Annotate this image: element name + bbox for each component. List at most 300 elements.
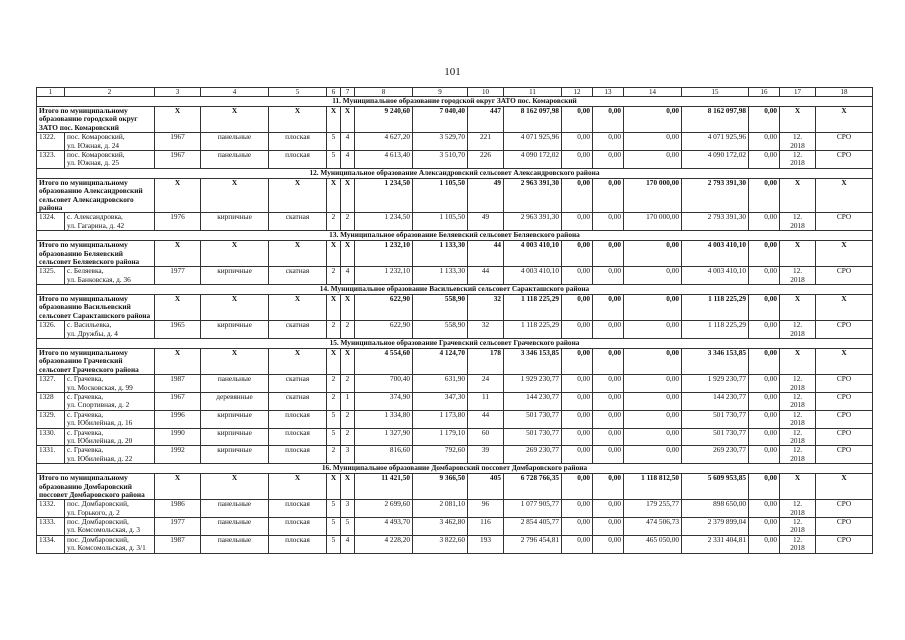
- cost-col16: 0,00: [749, 321, 780, 339]
- address-street: ул. Комсомольская, д. 3: [67, 525, 141, 535]
- section-title-row: [37, 231, 873, 241]
- cost-col16: 0,00: [749, 410, 780, 428]
- living-area: 2 081,10: [413, 500, 468, 518]
- cost-col15: 501 730,77: [682, 410, 749, 428]
- total-area: 2 699,60: [355, 500, 413, 518]
- living-area: 1 173,80: [413, 410, 468, 428]
- deadline-month: 12.: [792, 428, 803, 437]
- total-c16: 0,00: [749, 474, 780, 500]
- deadline-year: 2018: [790, 274, 805, 284]
- total-c4: X: [201, 474, 269, 500]
- page-number: 101: [444, 66, 461, 78]
- deadline-year: 2018: [790, 400, 805, 410]
- house-row: [37, 410, 873, 428]
- section-title: 14. Муниципальное образование Васильевский сельсовет Саракташского района: [37, 285, 873, 295]
- total-name: Итого по муниципальному образованию городской округ ЗАТО пос. Комаровский: [37, 107, 155, 133]
- total-c5: X: [269, 107, 327, 133]
- section-total-row: [37, 295, 873, 321]
- living-area: 558,90: [413, 321, 468, 339]
- roof-type: плоская: [269, 151, 327, 169]
- entrances: 2: [341, 321, 355, 339]
- wall-material: панельные: [201, 151, 269, 169]
- section-title: 11. Муниципальное образование городской округ ЗАТО пос. Комаровский: [37, 97, 873, 107]
- total-c12: 0,00: [562, 107, 593, 133]
- roof-type: плоская: [269, 535, 327, 553]
- wall-material: деревянные: [201, 392, 269, 410]
- living-area: 1 133,30: [413, 267, 468, 285]
- wall-material: панельные: [201, 375, 269, 393]
- build-year: 1990: [155, 428, 201, 446]
- entrances: 4: [341, 133, 355, 151]
- total-area: 374,90: [355, 392, 413, 410]
- total-c7: X: [341, 295, 355, 321]
- row-number: 1333.: [37, 518, 65, 536]
- address-locality: пос. Комаровский,: [67, 150, 125, 159]
- total-c16: 0,00: [749, 107, 780, 133]
- total-c16: 0,00: [749, 295, 780, 321]
- floors: 5: [327, 535, 341, 553]
- deadline-year: 2018: [790, 525, 805, 535]
- deadline-month: 12.: [792, 212, 803, 222]
- cost-col12: 0,00: [562, 518, 593, 536]
- total-area: 4 228,20: [355, 535, 413, 553]
- total-c11: 3 346 153,85: [504, 349, 562, 375]
- cost-col13: 0,00: [593, 151, 624, 169]
- cost-col16: 0,00: [749, 500, 780, 518]
- wall-material: кирпичные: [201, 213, 269, 231]
- total-c11: 8 162 097,98: [504, 107, 562, 133]
- cost-col16: 0,00: [749, 151, 780, 169]
- section-title-row: [37, 285, 873, 295]
- entrances: 1: [341, 392, 355, 410]
- cost-col13: 0,00: [593, 535, 624, 553]
- entrances: 4: [341, 535, 355, 553]
- repair-method: СРО: [816, 428, 873, 446]
- house-address: [65, 410, 155, 428]
- living-area: 1 105,50: [413, 213, 468, 231]
- address-street: ул. Комсомольская, д. 3/1: [67, 543, 146, 553]
- column-number: 7: [341, 88, 355, 97]
- cost-col14: 0,00: [624, 410, 682, 428]
- repair-cost-total: 2 796 454,81: [504, 535, 562, 553]
- wall-material: кирпичные: [201, 446, 269, 464]
- house-address: [65, 446, 155, 464]
- house-address: [65, 392, 155, 410]
- repair-deadline: [780, 392, 816, 410]
- deadline-month: 12.: [792, 132, 803, 142]
- total-c13: 0,00: [593, 349, 624, 375]
- entrances: 2: [341, 428, 355, 446]
- wall-material: кирпичные: [201, 428, 269, 446]
- row-number: 1326.: [37, 321, 65, 339]
- row-number: 1332.: [37, 500, 65, 518]
- repair-cost-total: 2 963 391,30: [504, 213, 562, 231]
- total-name: Итого по муниципальному образованию Домбаровский поссовет Домбаровского района: [37, 474, 155, 500]
- residents: 60: [468, 428, 504, 446]
- cost-col14: 0,00: [624, 321, 682, 339]
- repair-method: СРО: [816, 151, 873, 169]
- total-c11: 2 963 391,30: [504, 178, 562, 213]
- total-c9: 4 124,70: [413, 349, 468, 375]
- build-year: 1986: [155, 500, 201, 518]
- total-area: 622,90: [355, 321, 413, 339]
- repair-method: СРО: [816, 392, 873, 410]
- total-area: 1 234,50: [355, 213, 413, 231]
- cost-col14: 0,00: [624, 151, 682, 169]
- roof-type: плоская: [269, 446, 327, 464]
- repair-method: СРО: [816, 375, 873, 393]
- total-c9: 558,90: [413, 295, 468, 321]
- total-c15: 8 162 097,98: [682, 107, 749, 133]
- repair-method: СРО: [816, 213, 873, 231]
- floors: 5: [327, 151, 341, 169]
- build-year: 1976: [155, 213, 201, 231]
- total-c5: X: [269, 349, 327, 375]
- residents: 116: [468, 518, 504, 536]
- cost-col15: 1 118 225,29: [682, 321, 749, 339]
- house-address: [65, 321, 155, 339]
- address-street: ул. Спортивная, д. 2: [67, 400, 130, 410]
- address-street: ул. Южная, д. 25: [67, 158, 120, 168]
- total-c17: X: [780, 107, 816, 133]
- deadline-year: 2018: [790, 220, 805, 230]
- roof-type: скатная: [269, 321, 327, 339]
- section-title: 13. Муниципальное образование Беляевский сельсовет Беляевского района: [37, 231, 873, 241]
- total-c12: 0,00: [562, 295, 593, 321]
- house-row: [37, 446, 873, 464]
- build-year: 1967: [155, 392, 201, 410]
- wall-material: кирпичные: [201, 321, 269, 339]
- section-title: 16. Муниципальное образование Домбаровский поссовет Домбаровского района: [37, 464, 873, 474]
- address-locality: пос. Домбаровский,: [67, 517, 129, 527]
- repair-cost-total: 2 854 405,77: [504, 518, 562, 536]
- total-c8: 11 421,50: [355, 474, 413, 500]
- total-c5: X: [269, 241, 327, 267]
- cost-col15: 2 793 391,30: [682, 213, 749, 231]
- section-total-row: [37, 178, 873, 213]
- cost-col12: 0,00: [562, 446, 593, 464]
- total-c10: 405: [468, 474, 504, 500]
- wall-material: панельные: [201, 535, 269, 553]
- section-title-row: [37, 464, 873, 474]
- total-c14: 0,00: [624, 107, 682, 133]
- total-c6: X: [327, 178, 341, 213]
- roof-type: плоская: [269, 133, 327, 151]
- cost-col13: 0,00: [593, 446, 624, 464]
- total-c13: 0,00: [593, 178, 624, 213]
- total-area: 1 334,80: [355, 410, 413, 428]
- floors: 2: [327, 446, 341, 464]
- cost-col12: 0,00: [562, 151, 593, 169]
- residents: 96: [468, 500, 504, 518]
- repair-deadline: [780, 500, 816, 518]
- total-c3: X: [155, 107, 201, 133]
- total-area: 4 493,70: [355, 518, 413, 536]
- total-c6: X: [327, 107, 341, 133]
- residents: 226: [468, 151, 504, 169]
- row-number: 1328: [37, 392, 65, 410]
- living-area: 631,90: [413, 375, 468, 393]
- entrances: 3: [341, 446, 355, 464]
- section-total-row: [37, 349, 873, 375]
- cost-col15: 898 650,00: [682, 500, 749, 518]
- cost-col15: 4 071 925,96: [682, 133, 749, 151]
- deadline-month: 12.: [792, 150, 803, 159]
- total-c7: X: [341, 241, 355, 267]
- floors: 2: [327, 267, 341, 285]
- living-area: 1 179,10: [413, 428, 468, 446]
- total-c17: X: [780, 474, 816, 500]
- total-c7: X: [341, 349, 355, 375]
- row-number: 1324.: [37, 213, 65, 231]
- column-number: 1: [37, 88, 65, 97]
- column-number: 14: [624, 88, 682, 97]
- total-c5: X: [269, 178, 327, 213]
- house-row: [37, 535, 873, 553]
- total-area: 1 232,10: [355, 267, 413, 285]
- deadline-month: 12.: [792, 517, 803, 527]
- roof-type: плоская: [269, 500, 327, 518]
- address-street: ул. Гагарина, д. 42: [67, 220, 125, 230]
- cost-col15: 501 730,77: [682, 428, 749, 446]
- total-c8: 4 554,60: [355, 349, 413, 375]
- deadline-month: 12.: [792, 535, 803, 544]
- deadline-year: 2018: [790, 435, 805, 445]
- floors: 5: [327, 518, 341, 536]
- total-c14: 0,00: [624, 241, 682, 267]
- total-area: 700,40: [355, 375, 413, 393]
- total-c4: X: [201, 295, 269, 321]
- column-number: 9: [413, 88, 468, 97]
- cost-col12: 0,00: [562, 267, 593, 285]
- cost-col16: 0,00: [749, 213, 780, 231]
- total-c12: 0,00: [562, 474, 593, 500]
- cost-col15: 2 379 899,04: [682, 518, 749, 536]
- column-number: 10: [468, 88, 504, 97]
- house-address: [65, 267, 155, 285]
- total-c10: 32: [468, 295, 504, 321]
- cost-col13: 0,00: [593, 428, 624, 446]
- total-c17: X: [780, 349, 816, 375]
- living-area: 3 510,70: [413, 151, 468, 169]
- entrances: 2: [341, 213, 355, 231]
- section-total-row: [37, 474, 873, 500]
- total-c18: X: [816, 178, 873, 213]
- total-c11: 1 118 225,29: [504, 295, 562, 321]
- total-c12: 0,00: [562, 241, 593, 267]
- repair-deadline: [780, 267, 816, 285]
- repair-deadline: [780, 213, 816, 231]
- total-c17: X: [780, 241, 816, 267]
- total-c11: 4 003 410,10: [504, 241, 562, 267]
- house-row: [37, 133, 873, 151]
- floors: 5: [327, 410, 341, 428]
- column-number: 16: [749, 88, 780, 97]
- house-row: [37, 518, 873, 536]
- cost-col14: 0,00: [624, 392, 682, 410]
- floors: 2: [327, 392, 341, 410]
- address-street: ул. Дружбы, д. 4: [67, 328, 118, 338]
- cost-col13: 0,00: [593, 500, 624, 518]
- build-year: 1967: [155, 133, 201, 151]
- residents: 193: [468, 535, 504, 553]
- total-area: 4 613,40: [355, 151, 413, 169]
- column-number: 12: [562, 88, 593, 97]
- total-c18: X: [816, 107, 873, 133]
- total-area: 4 627,20: [355, 133, 413, 151]
- total-c8: 1 232,10: [355, 241, 413, 267]
- total-c5: X: [269, 295, 327, 321]
- total-c17: X: [780, 178, 816, 213]
- address-locality: с. Грачевка,: [67, 374, 104, 384]
- total-c3: X: [155, 474, 201, 500]
- total-name: Итого по муниципальному образованию Александровский сельсовет Александровского района: [37, 178, 155, 213]
- section-total-row: [37, 107, 873, 133]
- build-year: 1987: [155, 535, 201, 553]
- deadline-year: 2018: [790, 158, 805, 168]
- cost-col13: 0,00: [593, 213, 624, 231]
- build-year: 1987: [155, 375, 201, 393]
- repair-deadline: [780, 321, 816, 339]
- roof-type: скатная: [269, 392, 327, 410]
- total-c3: X: [155, 241, 201, 267]
- total-c6: X: [327, 474, 341, 500]
- row-number: 1330.: [37, 428, 65, 446]
- repair-cost-total: 4 090 172,02: [504, 151, 562, 169]
- wall-material: панельные: [201, 500, 269, 518]
- total-c11: 6 728 766,35: [504, 474, 562, 500]
- address-street: ул. Банковская, д. 36: [67, 274, 131, 284]
- house-row: [37, 375, 873, 393]
- repair-deadline: [780, 535, 816, 553]
- house-row: [37, 321, 873, 339]
- cost-col14: 474 506,73: [624, 518, 682, 536]
- entrances: 5: [341, 518, 355, 536]
- address-locality: с. Васильевка,: [67, 320, 112, 330]
- deadline-month: 12.: [792, 266, 803, 276]
- cost-col12: 0,00: [562, 410, 593, 428]
- section-total-row: [37, 241, 873, 267]
- total-c10: 44: [468, 241, 504, 267]
- repair-cost-total: 501 730,77: [504, 410, 562, 428]
- residents: 44: [468, 410, 504, 428]
- house-address: [65, 428, 155, 446]
- cost-col15: 4 090 172,02: [682, 151, 749, 169]
- repair-method: СРО: [816, 535, 873, 553]
- roof-type: скатная: [269, 375, 327, 393]
- wall-material: панельные: [201, 133, 269, 151]
- address-locality: с. Грачевка,: [67, 410, 104, 419]
- address-street: ул. Южная, д. 24: [67, 140, 120, 150]
- total-c12: 0,00: [562, 178, 593, 213]
- floors: 2: [327, 375, 341, 393]
- deadline-month: 12.: [792, 445, 803, 455]
- address-street: ул. Московская, д. 99: [67, 382, 133, 392]
- house-row: [37, 392, 873, 410]
- house-address: [65, 213, 155, 231]
- row-number: 1322.: [37, 133, 65, 151]
- entrances: 4: [341, 267, 355, 285]
- total-c15: 2 793 391,30: [682, 178, 749, 213]
- cost-col16: 0,00: [749, 392, 780, 410]
- address-street: ул. Юбилейная, д. 20: [67, 435, 133, 445]
- deadline-year: 2018: [790, 328, 805, 338]
- total-c9: 7 040,40: [413, 107, 468, 133]
- residents: 221: [468, 133, 504, 151]
- floors: 5: [327, 500, 341, 518]
- living-area: 3 462,80: [413, 518, 468, 536]
- total-c7: X: [341, 107, 355, 133]
- total-c17: X: [780, 295, 816, 321]
- total-c4: X: [201, 349, 269, 375]
- cost-col13: 0,00: [593, 133, 624, 151]
- cost-col13: 0,00: [593, 321, 624, 339]
- total-c8: 1 234,50: [355, 178, 413, 213]
- entrances: 4: [341, 151, 355, 169]
- repair-method: СРО: [816, 410, 873, 428]
- total-c18: X: [816, 241, 873, 267]
- deadline-year: 2018: [790, 507, 805, 517]
- roof-type: скатная: [269, 213, 327, 231]
- cost-col15: 4 003 410,10: [682, 267, 749, 285]
- cost-col15: 144 230,77: [682, 392, 749, 410]
- column-number: 17: [780, 88, 816, 97]
- deadline-month: 12.: [792, 410, 803, 419]
- build-year: 1992: [155, 446, 201, 464]
- residents: 39: [468, 446, 504, 464]
- cost-col14: 0,00: [624, 133, 682, 151]
- total-c10: 178: [468, 349, 504, 375]
- repair-deadline: [780, 375, 816, 393]
- column-number-row: [37, 88, 873, 97]
- total-c12: 0,00: [562, 349, 593, 375]
- build-year: 1996: [155, 410, 201, 428]
- total-c6: X: [327, 241, 341, 267]
- cost-col14: 0,00: [624, 267, 682, 285]
- total-c13: 0,00: [593, 295, 624, 321]
- cost-col16: 0,00: [749, 518, 780, 536]
- floors: 2: [327, 321, 341, 339]
- total-c16: 0,00: [749, 178, 780, 213]
- cost-col14: 0,00: [624, 446, 682, 464]
- total-c8: 622,90: [355, 295, 413, 321]
- deadline-year: 2018: [790, 543, 805, 553]
- total-c9: 1 105,50: [413, 178, 468, 213]
- total-c6: X: [327, 349, 341, 375]
- repair-cost-total: 1 118 225,29: [504, 321, 562, 339]
- column-number: 3: [155, 88, 201, 97]
- section-title-row: [37, 339, 873, 349]
- total-c16: 0,00: [749, 349, 780, 375]
- living-area: 3 822,60: [413, 535, 468, 553]
- house-address: [65, 535, 155, 553]
- cost-col15: 1 929 230,77: [682, 375, 749, 393]
- cost-col16: 0,00: [749, 428, 780, 446]
- address-locality: с. Грачевка,: [67, 428, 104, 437]
- address-locality: пос. Домбаровский,: [67, 535, 129, 544]
- cost-col16: 0,00: [749, 446, 780, 464]
- address-locality: с. Грачевка,: [67, 445, 104, 455]
- repair-method: СРО: [816, 321, 873, 339]
- residents: 44: [468, 267, 504, 285]
- wall-material: кирпичные: [201, 410, 269, 428]
- address-locality: пос. Домбаровский,: [67, 499, 129, 509]
- deadline-month: 12.: [792, 392, 803, 401]
- total-c13: 0,00: [593, 241, 624, 267]
- total-c6: X: [327, 295, 341, 321]
- cost-col13: 0,00: [593, 267, 624, 285]
- total-c3: X: [155, 178, 201, 213]
